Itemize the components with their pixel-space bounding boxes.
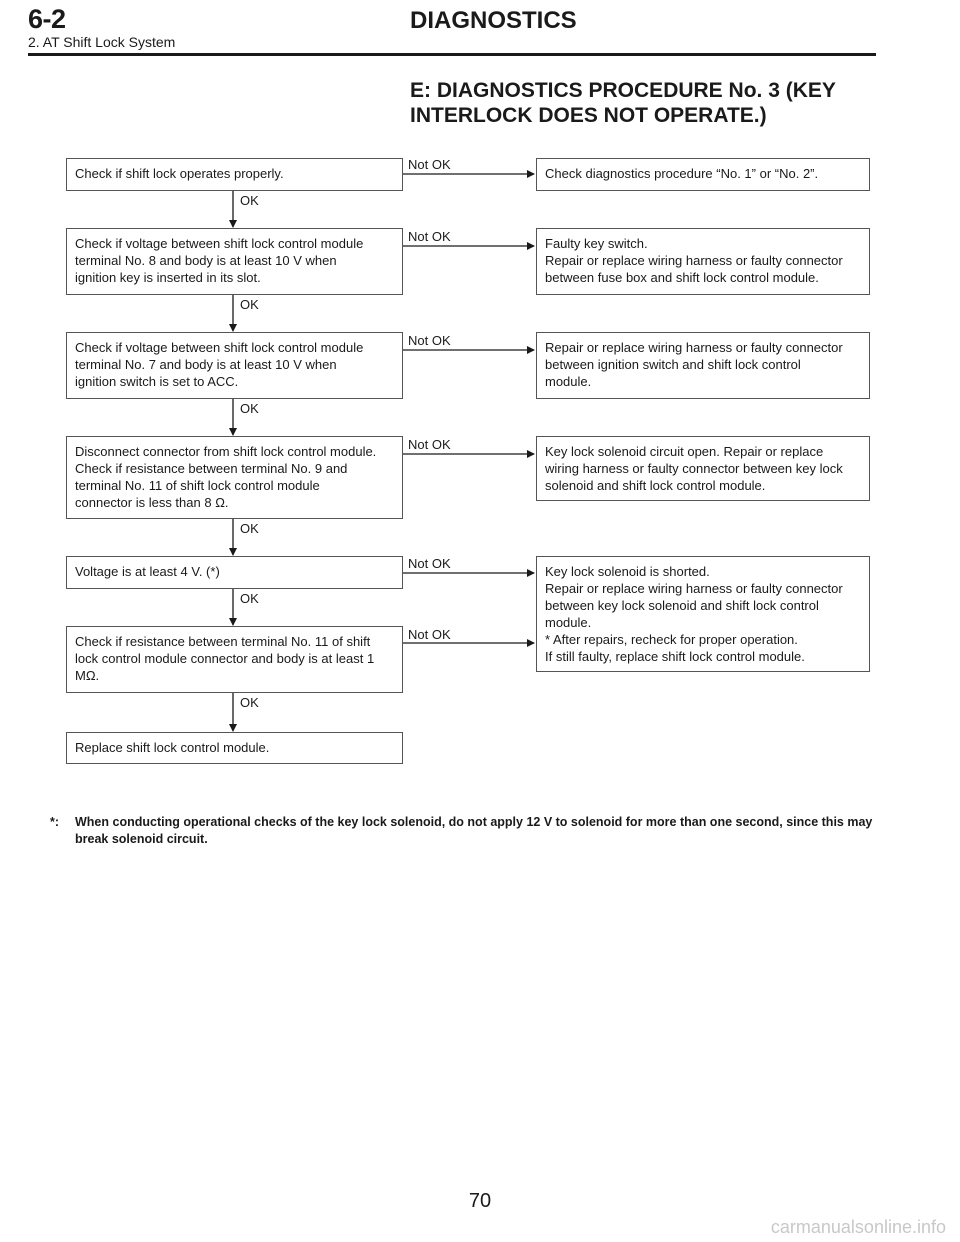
result-box-4: Key lock solenoid circuit open. Repair or replace wiring harness or faulty connector between key lock solenoid and shift lock control module. bbox=[536, 436, 870, 501]
ok-label-2: OK bbox=[240, 297, 259, 312]
footnote-text: When conducting operational checks of the key lock solenoid, do not apply 12 V to solenoid for more than one second, since this may break solenoid circuit. bbox=[75, 815, 873, 846]
ok-label-3: OK bbox=[240, 401, 259, 416]
not-ok-label-2: Not OK bbox=[408, 229, 451, 244]
not-ok-label-5: Not OK bbox=[408, 556, 451, 571]
step-box-5: Voltage is at least 4 V. (*) bbox=[66, 556, 403, 589]
result-box-1: Check diagnostics procedure “No. 1” or “No. 2”. bbox=[536, 158, 870, 191]
step-box-4: Disconnect connector from shift lock control module. Check if resistance between terminal No. 9 and terminal No. 11 of shift lock control module connector is less than 8 Ω. bbox=[66, 436, 403, 519]
subsection-title: 2. AT Shift Lock System bbox=[28, 34, 176, 50]
not-ok-label-3: Not OK bbox=[408, 333, 451, 348]
ok-label-6: OK bbox=[240, 695, 259, 710]
page-number: 70 bbox=[468, 1190, 492, 1212]
section-title: DIAGNOSTICS bbox=[410, 7, 577, 34]
ok-label-5: OK bbox=[240, 591, 259, 606]
ok-label-4: OK bbox=[240, 521, 259, 536]
result-box-2: Faulty key switch. Repair or replace wiring harness or faulty connector between fuse box and shift lock control module. bbox=[536, 228, 870, 295]
not-ok-label-6: Not OK bbox=[408, 627, 451, 642]
step-box-3: Check if voltage between shift lock control module terminal No. 7 and body is at least 10 V when ignition switch is set to ACC. bbox=[66, 332, 403, 399]
step-box-6: Check if resistance between terminal No. 11 of shift lock control module connector and body is at least 1 MΩ. bbox=[66, 626, 403, 693]
section-number: 6-2 bbox=[28, 4, 66, 34]
result-box-5: Key lock solenoid is shorted. Repair or replace wiring harness or faulty connector between key lock solenoid and shift lock control module. * After repairs, recheck for proper operation. If still faulty, replace shift lock control module. bbox=[536, 556, 870, 672]
footnote-mark: *: bbox=[50, 815, 60, 829]
result-box-3: Repair or replace wiring harness or faulty connector between ignition switch and shift lock control module. bbox=[536, 332, 870, 399]
step-box-7: Replace shift lock control module. bbox=[66, 732, 403, 764]
not-ok-label-4: Not OK bbox=[408, 437, 451, 452]
step-box-2: Check if voltage between shift lock control module terminal No. 8 and body is at least 10 V when ignition key is inserted in its slot. bbox=[66, 228, 403, 295]
ok-label-1: OK bbox=[240, 193, 259, 208]
step-box-1: Check if shift lock operates properly. bbox=[66, 158, 403, 191]
watermark: carmanualsonline.info bbox=[770, 1217, 946, 1237]
footnote bbox=[50, 814, 880, 848]
procedure-heading: E: DIAGNOSTICS PROCEDURE No. 3 (KEY INTERLOCK DOES NOT OPERATE.) bbox=[410, 79, 836, 127]
not-ok-label-1: Not OK bbox=[408, 157, 451, 172]
